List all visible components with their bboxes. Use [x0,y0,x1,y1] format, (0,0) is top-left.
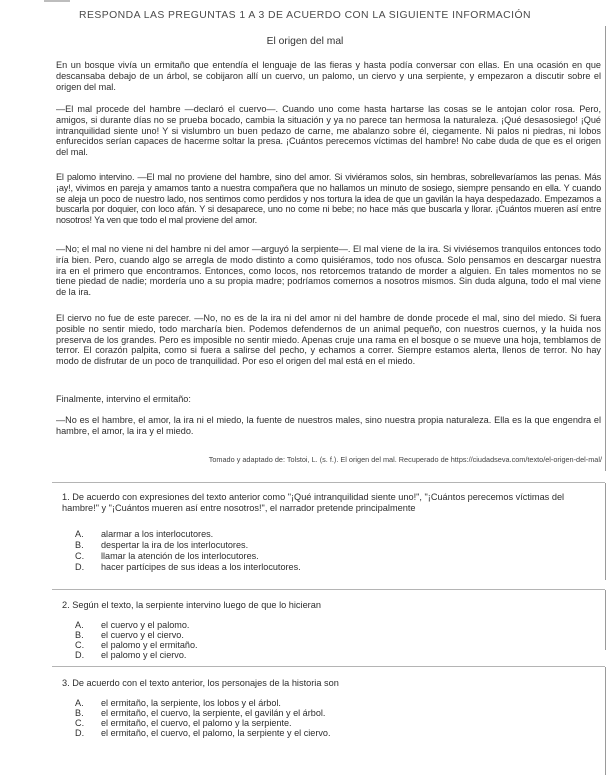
option-text: el cuervo y el palomo. [101,620,190,630]
option-letter: A. [75,529,84,539]
passage-title: El origen del mal [266,36,344,47]
option-text: el ermitaño, la serpiente, los lobos y el árbol. [101,698,281,708]
option-letter: D. [75,562,85,572]
question-1-option-a[interactable] [75,529,595,540]
question-2-option-c[interactable] [75,640,595,651]
option-letter: A. [75,620,84,630]
question-1-option-c[interactable] [75,551,595,562]
question-3-option-c[interactable] [75,718,595,729]
passage-source: Tomado y adaptado de: Tolstoi, L. (s. f.). El origen del mal. Recuperado de https://ciudadseva.com/texto/el-origen-del-mal/ [208,455,602,464]
option-letter: B. [75,708,84,718]
option-text: el palomo y el ciervo. [101,650,187,660]
question-2-stem: 2. Según el texto, la serpiente intervino luego de que lo hicieran [62,600,321,610]
option-letter: B. [75,630,84,640]
option-letter: A. [75,698,84,708]
passage-paragraph-2: —El mal procede del hambre —declaró el cuervo—. Cuando uno come hasta hartarse las cosas se le antojan color rosa. Pero, amigos, si durante días no se prueba bocado, cambia la situación y ya no parece tan hermosa la naturaleza. ¡Qué desasosiego! ¡Qué intranquilidad siente uno! Y si vislumbro un buen pedazo de carne, me abalanzo sobre él, ciegamente. Ni palos ni piedras, ni lobos enfurecidos serían capaces de hacerme soltar la presa. ¡Cuántos perecemos víctimas del hambre! No cabe duda de que es el origen del mal. [56,104,601,158]
question-2-option-a[interactable] [75,620,595,631]
question-3-option-b[interactable] [75,708,595,719]
option-text: hacer partícipes de sus ideas a los interlocutores. [101,562,301,572]
option-text: llamar la atención de los interlocutores. [101,551,259,561]
question-3-stem: 3. De acuerdo con el texto anterior, los personajes de la historia son [62,678,339,688]
option-text: el palomo y el ermitaño. [101,640,198,650]
passage-paragraph-5: El ciervo no fue de este parecer. —No, no es de la ira ni del amor ni del hambre de donde procede el mal, sino del miedo. Si fuera posible no sentir miedo, todo marcharía bien. Podemos defendernos de un animal pequeño, con nuestros cuernos, y la huida nos preserva de los grandes. Pero es imposible no sentir miedo. Apenas cruje una rama en el bosque o se mueve una hoja, temblamos de terror. El corazón palpita, como si fuera a salirse del pecho, y echamos a correr. Siempre estamos alerta, llenos de terror. No hay modo de disfrutar de un poco de tranquilidad. Por eso el origen del mal está en el miedo. [56,313,601,367]
option-letter: C. [75,718,85,728]
page-top-mark [44,0,70,2]
option-letter: D. [75,728,85,738]
option-letter: C. [75,640,85,650]
option-text: alarmar a los interlocutores. [101,529,214,539]
passage-paragraph-7: —No es el hambre, el amor, la ira ni el miedo, la fuente de nuestros males, sino nuestra propia naturaleza. Ella es la que engendra el hambre, el amor, la ira y el miedo. [56,415,601,436]
question-1-option-d[interactable] [75,562,595,573]
passage-paragraph-4: —No; el mal no viene ni del hambre ni del amor —arguyó la serpiente—. El mal viene de la ira. Si viviésemos tranquilos entonces todo iría bien. Pero, cuando algo se arregla de modo distinto a como quisiéramos, todo nos ofusca. Solo pensamos en descargar nuestra ira en el primero que encontramos. Entonces, como locos, nos retorcemos tratando de morder a alguien. En tales momentos no se tiene piedad de nadie; mordería uno a su propia madre; podríamos comernos a nosotros mismos. Sin duda alguna, todo el mal viene de la ira. [56,244,601,298]
instructions-header: RESPONDA LAS PREGUNTAS 1 A 3 DE ACUERDO CON LA SIGUIENTE INFORMACIÓN [79,10,531,21]
question-2-option-d[interactable] [75,650,595,661]
passage-paragraph-3: El palomo intervino. —El mal no proviene del hambre, sino del amor. Si viviéramos solos, sin hembras, sobrellevaríamos las penas. Más ¡ay!, vivimos en pareja y amamos tanto a nuestra compañera que no hallamos un minuto de sosiego, siempre pensando en ella. Y cuando se aleja un poco de nuestro lado, nos sentimos como perdidos y nos tortura la idea de que un gavilán la haya despedazado. Empezamos a buscarla por doquier, con loco afán. Y si desaparece, uno no come ni bebe; no hace más que buscarla y llorar. ¡Cuántos mueren así entre nosotros! Ya ven que todo el mal proviene del amor. [56,172,601,226]
option-text: el ermitaño, el cuervo, el palomo y la serpiente. [101,718,292,728]
question-1-stem: 1. De acuerdo con expresiones del texto anterior como "¡Qué intranquilidad siente uno!", "¡Cuántos perecemos víctimas del hambre!" y "¡Cuántos mueren así entre nosotros!", el narrador pretende principalmente [62,492,565,513]
option-text: el cuervo y el ciervo. [101,630,184,640]
question-1-option-b[interactable] [75,540,595,551]
question-2-option-b[interactable] [75,630,595,641]
question-3-option-a[interactable] [75,698,595,709]
option-letter: B. [75,540,84,550]
option-text: despertar la ira de los interlocutores. [101,540,249,550]
passage-paragraph-1: En un bosque vivía un ermitaño que entendía el lenguaje de las fieras y hasta podía conversar con ellas. En una ocasión en que descansaba debajo de un árbol, se cobijaron allí un cuervo, un palomo, un ciervo y una serpiente, y empezaron a discutir sobre el origen del mal. [56,60,601,92]
option-letter: D. [75,650,85,660]
option-text: el ermitaño, el cuervo, el palomo, la serpiente y el ciervo. [101,728,331,738]
option-letter: C. [75,551,85,561]
option-text: el ermitaño, el cuervo, la serpiente, el gavilán y el árbol. [101,708,326,718]
passage-paragraph-6: Finalmente, intervino el ermitaño: [56,394,191,404]
question-3-option-d[interactable] [75,728,595,739]
